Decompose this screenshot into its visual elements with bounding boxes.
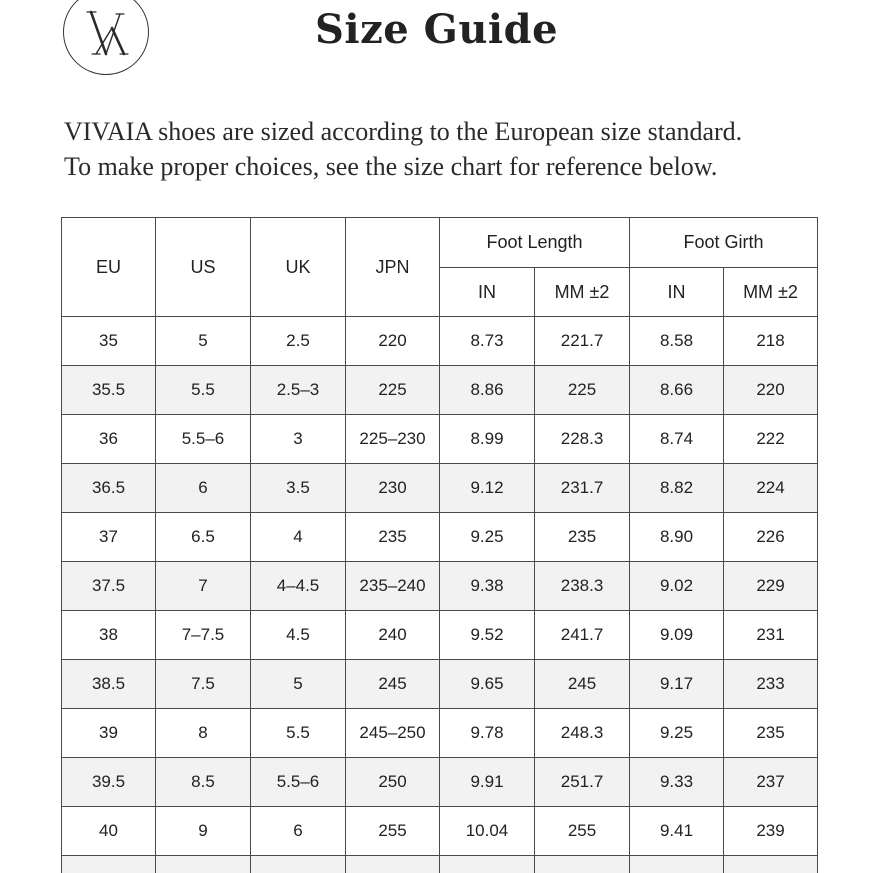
cell-jpn: 250 (346, 758, 440, 807)
cell-empty (156, 856, 251, 873)
cell-us: 8 (156, 709, 251, 758)
col-header-jpn: JPN (346, 218, 440, 317)
table-row (62, 611, 818, 660)
cell-length-mm: 241.7 (535, 611, 630, 660)
cell-jpn: 240 (346, 611, 440, 660)
cell-jpn: 235–240 (346, 562, 440, 611)
cell-us: 7–7.5 (156, 611, 251, 660)
cell-girth-in: 9.33 (630, 758, 724, 807)
cell-length-mm: 225 (535, 366, 630, 415)
cell-girth-in: 8.66 (630, 366, 724, 415)
col-header-girth-in: IN (630, 268, 724, 317)
cell-length-in: 9.91 (440, 758, 535, 807)
cell-eu: 37.5 (62, 562, 156, 611)
table-row (62, 709, 818, 758)
cell-eu: 39.5 (62, 758, 156, 807)
cell-empty (440, 856, 535, 873)
col-header-uk: UK (251, 218, 346, 317)
cell-eu: 35.5 (62, 366, 156, 415)
cell-uk: 4.5 (251, 611, 346, 660)
cell-eu: 37 (62, 513, 156, 562)
cell-girth-mm: 226 (724, 513, 818, 562)
cell-length-in: 9.65 (440, 660, 535, 709)
cell-us: 7.5 (156, 660, 251, 709)
intro-text (64, 114, 742, 184)
cell-girth-mm: 231 (724, 611, 818, 660)
cell-length-mm: 251.7 (535, 758, 630, 807)
col-header-length-in: IN (440, 268, 535, 317)
cell-length-in: 8.99 (440, 415, 535, 464)
cell-jpn: 255 (346, 807, 440, 856)
cell-length-mm: 245 (535, 660, 630, 709)
cell-girth-mm: 233 (724, 660, 818, 709)
table-row (62, 660, 818, 709)
cell-girth-in: 8.82 (630, 464, 724, 513)
table-row (62, 464, 818, 513)
cell-girth-mm: 235 (724, 709, 818, 758)
table-row (62, 513, 818, 562)
cell-length-mm: 255 (535, 807, 630, 856)
cell-uk: 5 (251, 660, 346, 709)
cell-girth-mm: 224 (724, 464, 818, 513)
cell-jpn: 230 (346, 464, 440, 513)
table-row (62, 415, 818, 464)
table-row (62, 366, 818, 415)
cell-girth-in: 9.17 (630, 660, 724, 709)
cell-us: 5 (156, 317, 251, 366)
cell-girth-mm: 220 (724, 366, 818, 415)
cell-girth-in: 8.58 (630, 317, 724, 366)
col-header-foot-length: Foot Length (440, 218, 630, 268)
cell-eu: 39 (62, 709, 156, 758)
cell-uk: 5.5 (251, 709, 346, 758)
cell-jpn: 225–230 (346, 415, 440, 464)
cell-girth-mm: 239 (724, 807, 818, 856)
cell-uk: 2.5 (251, 317, 346, 366)
cell-length-in: 9.52 (440, 611, 535, 660)
cell-us: 8.5 (156, 758, 251, 807)
table-row (62, 758, 818, 807)
cell-girth-in: 9.09 (630, 611, 724, 660)
cell-jpn: 225 (346, 366, 440, 415)
intro-line-1: VIVAIA shoes are sized according to the European size standard. (64, 117, 743, 146)
cell-girth-in: 8.74 (630, 415, 724, 464)
col-header-girth-mm: MM ±2 (724, 268, 818, 317)
cell-us: 9 (156, 807, 251, 856)
cell-uk: 4 (251, 513, 346, 562)
cell-girth-in: 9.25 (630, 709, 724, 758)
cell-uk: 2.5–3 (251, 366, 346, 415)
cell-us: 5.5–6 (156, 415, 251, 464)
cell-us: 5.5 (156, 366, 251, 415)
table-row (62, 317, 818, 366)
cell-girth-mm: 237 (724, 758, 818, 807)
cell-girth-in: 9.41 (630, 807, 724, 856)
cell-uk: 3 (251, 415, 346, 464)
cell-eu: 35 (62, 317, 156, 366)
intro-line-2: To make proper choices, see the size chart for reference below. (64, 152, 718, 181)
cell-jpn: 220 (346, 317, 440, 366)
cell-jpn: 245 (346, 660, 440, 709)
table-row (62, 562, 818, 611)
cell-length-mm: 221.7 (535, 317, 630, 366)
col-header-us: US (156, 218, 251, 317)
cell-empty (62, 856, 156, 873)
cell-uk: 3.5 (251, 464, 346, 513)
cell-length-in: 8.73 (440, 317, 535, 366)
col-header-eu: EU (62, 218, 156, 317)
cell-uk: 4–4.5 (251, 562, 346, 611)
size-table-body (62, 317, 818, 873)
cell-empty (535, 856, 630, 873)
cell-us: 6.5 (156, 513, 251, 562)
cell-length-mm: 231.7 (535, 464, 630, 513)
col-header-foot-girth: Foot Girth (630, 218, 818, 268)
cell-us: 7 (156, 562, 251, 611)
cell-eu: 36 (62, 415, 156, 464)
cell-length-in: 9.12 (440, 464, 535, 513)
cell-empty (251, 856, 346, 873)
cell-eu: 38 (62, 611, 156, 660)
cell-length-mm: 238.3 (535, 562, 630, 611)
cell-length-in: 9.25 (440, 513, 535, 562)
cell-uk: 6 (251, 807, 346, 856)
cell-eu: 38.5 (62, 660, 156, 709)
cell-girth-in: 9.02 (630, 562, 724, 611)
size-chart-table (61, 217, 818, 873)
cell-length-in: 10.04 (440, 807, 535, 856)
page-title: Size Guide (314, 6, 559, 53)
cell-empty (630, 856, 724, 873)
cell-jpn: 235 (346, 513, 440, 562)
cell-girth-mm: 222 (724, 415, 818, 464)
cell-length-mm: 228.3 (535, 415, 630, 464)
cell-length-in: 9.38 (440, 562, 535, 611)
cell-us: 6 (156, 464, 251, 513)
cell-empty (346, 856, 440, 873)
cell-length-in: 8.86 (440, 366, 535, 415)
cell-jpn: 245–250 (346, 709, 440, 758)
cell-girth-mm: 229 (724, 562, 818, 611)
cell-eu: 36.5 (62, 464, 156, 513)
cell-length-in: 9.78 (440, 709, 535, 758)
table-header-row (62, 218, 818, 268)
table-row (62, 807, 818, 856)
table-row-partial (62, 856, 818, 873)
cell-length-mm: 248.3 (535, 709, 630, 758)
col-header-length-mm: MM ±2 (535, 268, 630, 317)
cell-length-mm: 235 (535, 513, 630, 562)
cell-girth-in: 8.90 (630, 513, 724, 562)
cell-eu: 40 (62, 807, 156, 856)
cell-empty (724, 856, 818, 873)
cell-girth-mm: 218 (724, 317, 818, 366)
cell-uk: 5.5–6 (251, 758, 346, 807)
